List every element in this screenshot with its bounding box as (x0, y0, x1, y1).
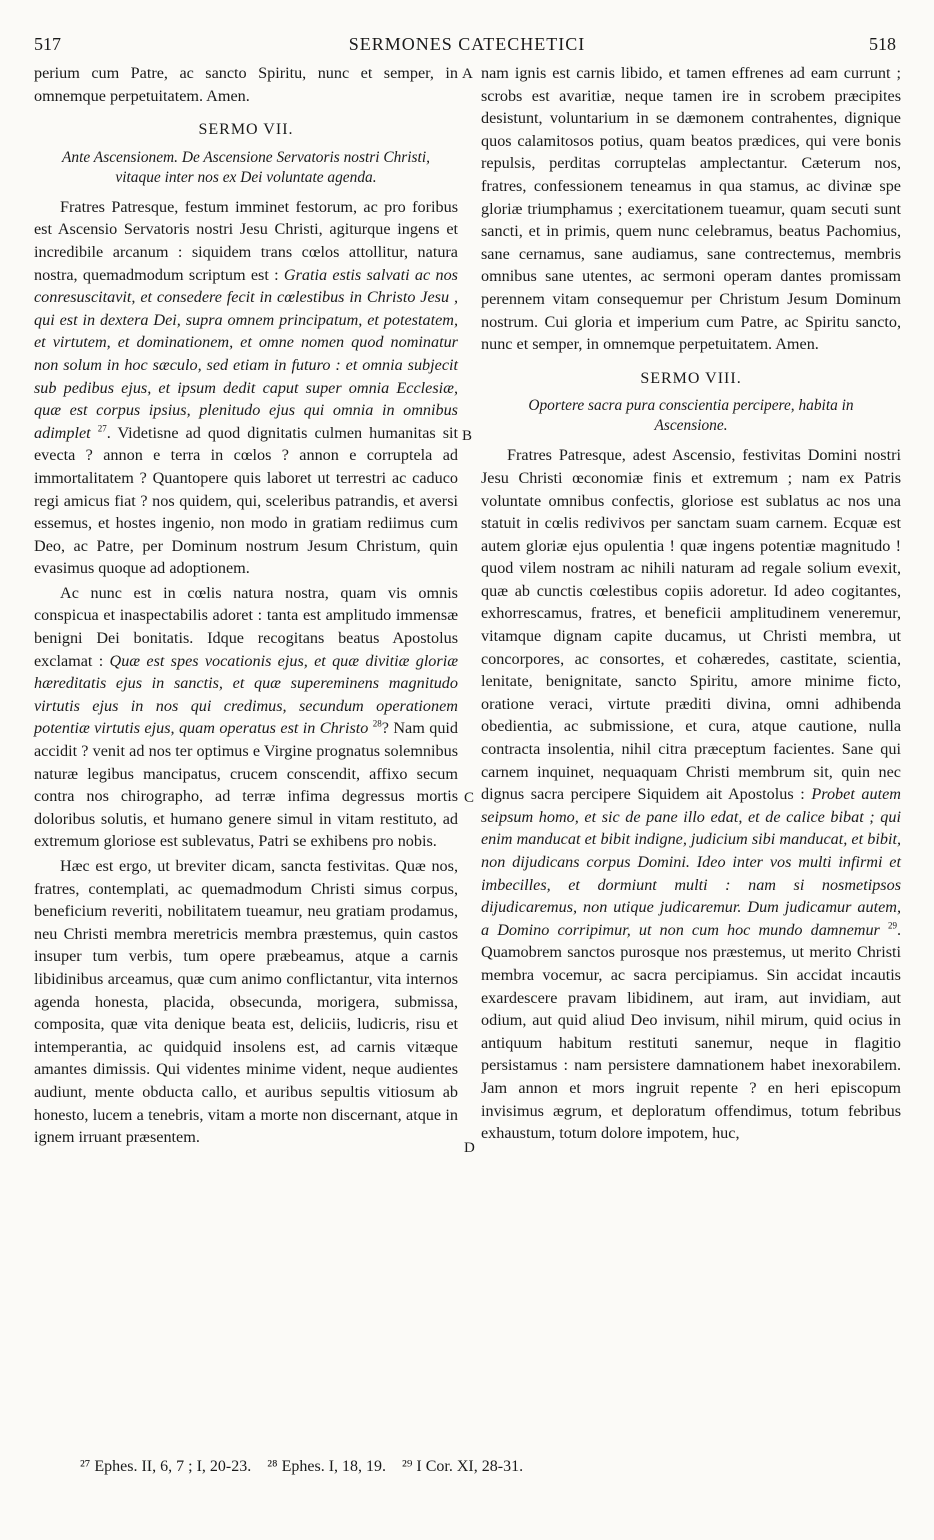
sermo8-subtitle: Oportere sacra pura conscientia percipere, habita in Ascensione. (528, 397, 854, 435)
footnote-ref: 27 (97, 423, 107, 434)
footnote-27: ²⁷ Ephes. II, 6, 7 ; I, 20-23. (80, 1458, 252, 1475)
scripture-quote: Gratia estis salvati ac nos conresuscitavit, et consedere fecit in cœlestibus in Christo Jesu , qui est in dextera Dei, supra omnem principatum, et potestatem, et virtutem, et dominationem, et omne nomen quod nominatur non solum in hoc sæculo, sed etiam in futuro : et omnia subjecit sub pedibus ejus, et ipsum dedit caput super omnia Ecclesiæ, quæ est corpus ipsius, plenitudo ejus qui omnia in omnibus adimplet (34, 265, 458, 442)
left-paragraph-3: Hæc est ergo, ut breviter dicam, sancta festivitas. Quæ nos, fratres, contemplati, ac quemadmodum Christi simus corpus, beneficium reveriti, nobilitatem tueamur, neu gratiam prodamus, neu Christi membra meretricis membra præstemus, quin castos insuper tum verbis, tum opere præbeamus, atque a carnis libidinibus arceamus, quæ cum animo conflictantur, vita internos agenda honesta, placida, obsecunda, morigera, submissa, composita, quæ vita denique beata est, deliciis, ludicris, risu et intemperantia, ac quidquid insolens est, ad carnis vitæque amantes dimissis. Qui videntes minime vident, neque audientes audiunt, mente obducta callo, et auribus sepultis vitiosum ab honesto, lucem a tenebris, vitam a morte non discernant, atque in ignem irruant præsentem. (34, 857, 458, 1147)
footnote-29: ²⁹ I Cor. XI, 28-31. (402, 1458, 524, 1475)
scripture-quote: Quæ est spes vocationis ejus, et quæ divitiæ gloriæ hæreditatis ejus in sanctis, et quæ supereminens magnitudo virtutis ejus in nos qui credimus, secundum operationem potentiæ virtutis ejus, quam operatus est in Christo (34, 651, 458, 738)
page-number-left: 517 (34, 34, 61, 54)
text-run: Fratres Patresque, adest Ascensio, festivitas Domini nostri Jesu Christi œconomiæ finis et extremum ; nam ex Patris voluntate omnibus confectis, gloriose est sublatus ac nos una statuit in cœlis redivivos per sanctam suam carnem. Ecquæ est autem gloriæ ejus opulentia ! quæ ingens potentiæ magnitudo ! quod vilem nostram ac nihili naturam ad regale solium evexit, quæ ab cunctis cœlestibus copiis adoretur. Id adeo cogitantes, exhorrescamus, fratres, et beneficii amplitudinem veneremur, vitamque dignam capite ducamus, ut Christi membra, ut concorpores, ac consortes, et cohæredes, castitate, scientia, lenitate, benignitate, sancto Spiritu, amore minime ficto, oratione veraci, virtute præditi divina, omni adhibenda obedientia, ac submissione, et cura, atque cautione, nulla contracta insolentia, nihil citra præceptum facientes. Sane qui carnem inquinet, nequaquam Christi membrum sit, quin nec dignus sacra percipere Siquidem ait Apostolus : (481, 446, 901, 804)
left-paragraph-1 (34, 196, 458, 580)
text-run: Fratres Patresque, festum imminet festorum, ac pro foribus est Ascensio Servatoris nostri Jesu Christi, agiturque ingens et incredibile arcanum : siquidem trans cœlos attollitur, natura nostra, quemadmodum scriptum est : (34, 197, 458, 284)
left-paragraph-2 (34, 582, 458, 853)
footnote-ref: 29 (887, 920, 897, 931)
text-run: . Videtisne ad quod dignitatis culmen humanitas sit evecta ? annon e terra in cœlos ? annon e corruptela ad immortalitatem ? Quantopere quis laboret ut terrestri ac caduco regi amicus fiat ? nos quidem, qui, sceleribus patrandis, et aversi essemus, et hostes ingenio, non modo in gratiam rediimus cum Deo, ac Patre, per Dominum nostrum Jesum Christum, quin evasimus quoque ad adoptionem. (34, 423, 459, 578)
margin-marker-b: B (462, 428, 473, 444)
text-run: ? Nam quid accidit ? venit ad nos ter optimus e Virgine prognatus solemnibus naturæ legibus mancipatus, crucem conscendit, affixo secum contra nos chirographo, ad terræ infima degressus mortis doloribus solutis, et humano genere simul in vitam restituto, ad extremum gloriose est sublevatus, Patri se exhibens pro nobis. (34, 719, 459, 851)
right-paragraph-0: nam ignis est carnis libido, et tamen effrenes ad eam currunt ; scrobs est avaritiæ, neque tamen ire in scrobem præcipites desistunt, voluntarium in se dæmonem contrahentes, dignique quos calamitosos potius, quam beatos prædices, qui vere bonis repulsis, perditas corruptelas amplectantur. Cæterum nos, fratres, confessionem teneamus in qua stamus, ac divinæ spe gloriæ triumphamus ; exercitationem tueamur, quam secuti sunt sancti, et in primis, quem nunc celebramus, beatus Pachomius, sane cernamus, sane audiamus, sane contrectemus, membris omnibus sane utentes, ac sermoni operam dantes promissam perennem vitam consequemur per Christum Jesum Dominum nostrum. Cui gloria et imperium cum Patre, ac Spiritu sancto, nunc et semper, in omnemque perpetuitatem. Amen. (481, 64, 901, 354)
right-column (481, 62, 901, 1145)
margin-marker-d: D (464, 1140, 475, 1156)
page-number-right: 518 (869, 34, 896, 54)
margin-marker-a: A (462, 66, 473, 82)
sermo7-heading: SERMO VII. (198, 121, 294, 139)
text-run: . Quamobrem sanctos purosque nos præstemus, ut merito Christi membra vocemur, ac sacra percipiamus. Sin accidat incautis exardescere pravam libidinem, aut iram, aut invidiam, aut odium, aut quid aliud Deo invisum, nihil mirum, quid ocius in antiquum habitum restituti sanemur, neque in flagitio persistamus : nam persistere damnationem habet inexorabilem. Jam annon et mors ingruit repente ? en heri episcopum invisimus ægrum, et deploratum offendimus, totum febribus exhaustum, totum dolore impotem, huc, (481, 920, 902, 1143)
running-header (0, 34, 934, 60)
left-column (34, 62, 458, 1149)
scripture-quote: Probet autem seipsum homo, et sic de pane illo edat, et de calice bibat ; qui enim manducat et bibit indigne, judicium sibi manducat, et bibit, non dijudicans corpus Domini. Ideo inter vos multi infirmi et imbecilles, et dormiunt multi : nam si nosmetipsos dijudicaremus, non utique judicaremur. Dum judicamur autem, a Domino corripimur, ut non cum hoc mundo damnemur (481, 785, 901, 939)
footnotes (80, 1458, 880, 1476)
text-run: Ac nunc est in cœlis natura nostra, quam vis omnis conspicua et inaspectabilis adoret : tanta est amplitudo immensæ benigni Dei bonitatis. Idque recogitans beatus Apostolus exclamat : (34, 583, 458, 670)
sermo8-heading: SERMO VIII. (640, 369, 742, 387)
margin-marker-c: C (464, 790, 475, 806)
sermo7-subtitle: Ante Ascensionem. De Ascensione Servatoris nostri Christi, vitaque inter nos ex Dei voluntate agenda. (62, 148, 430, 186)
footnote-28: ²⁸ Ephes. I, 18, 19. (267, 1458, 387, 1475)
running-title: SERMONES CATECHETICI (348, 34, 586, 54)
right-paragraph-1 (481, 444, 901, 1144)
footnote-ref: 28 (372, 719, 382, 730)
opening-text: perium cum Patre, ac sancto Spiritu, nunc et semper, in omnemque perpetuitatem. Amen. (34, 64, 458, 105)
